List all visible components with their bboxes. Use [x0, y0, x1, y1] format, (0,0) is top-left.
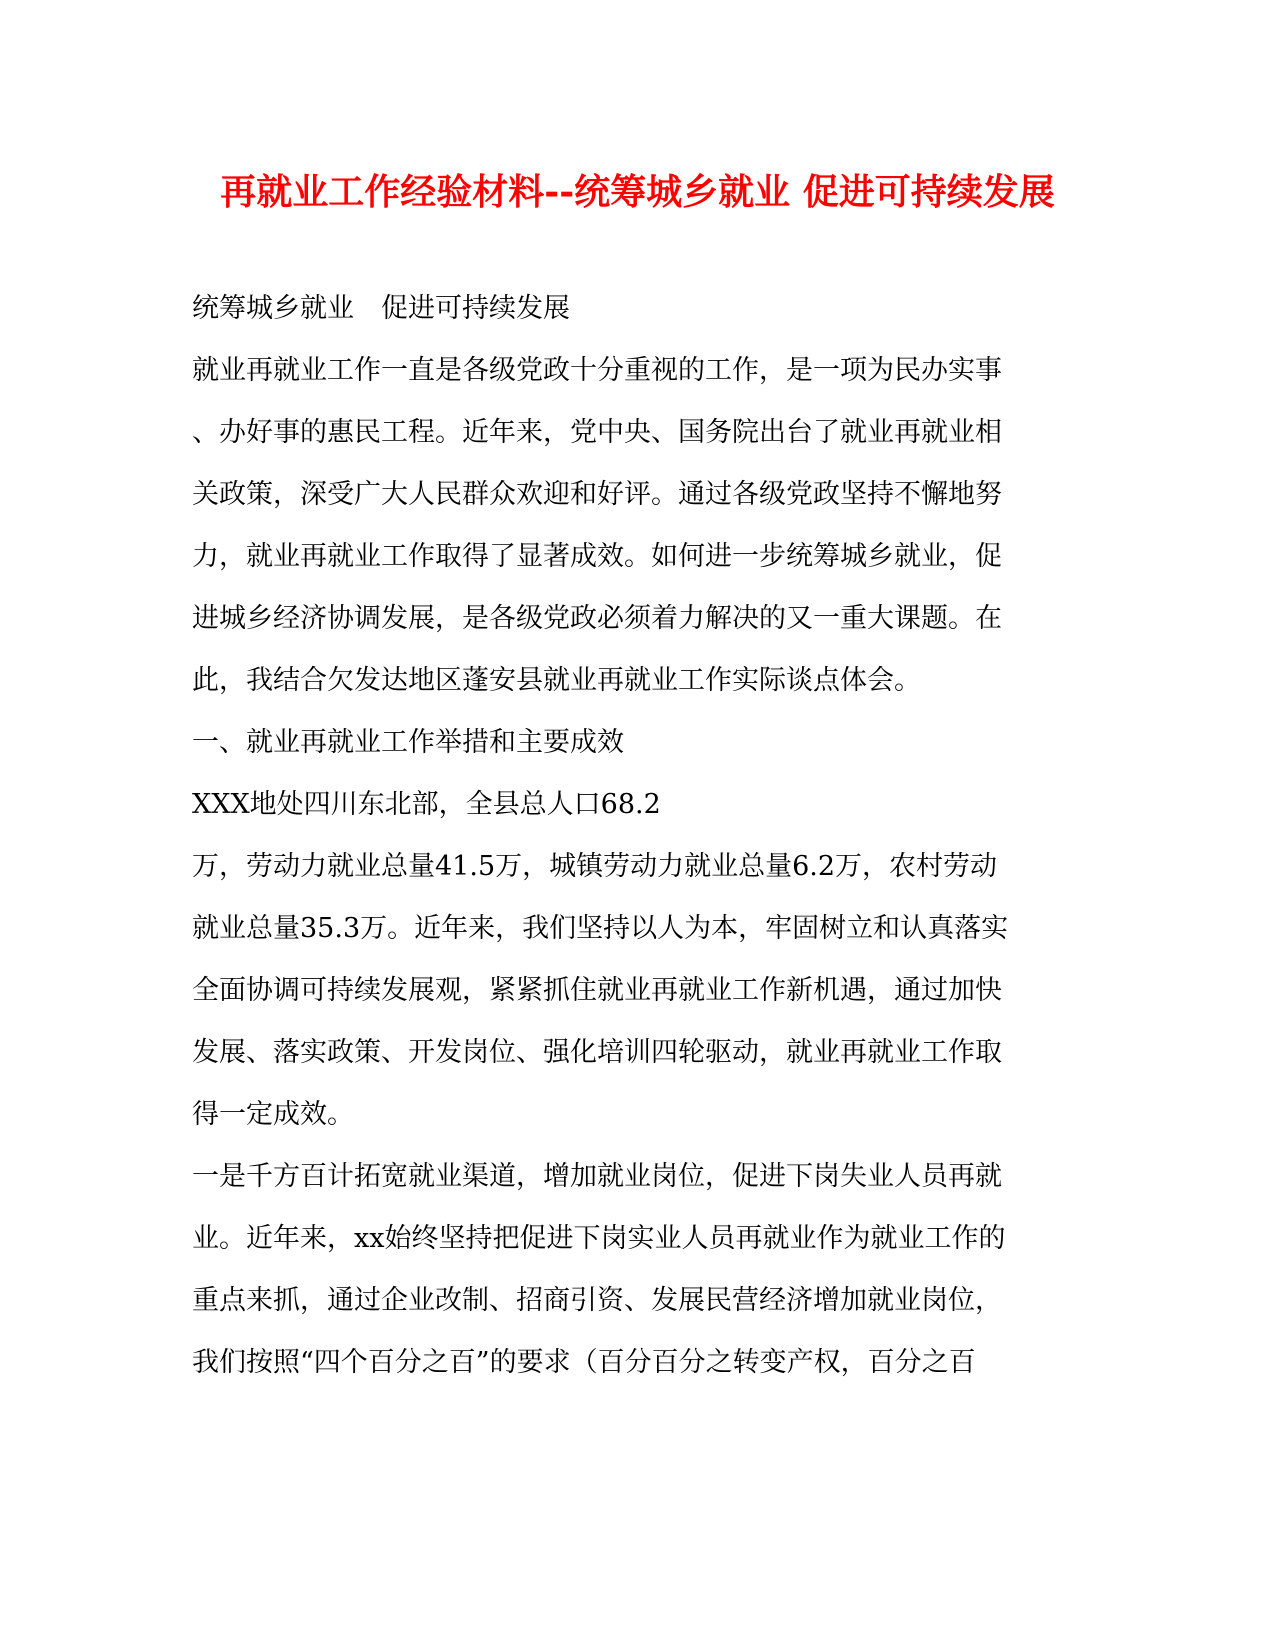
- body-line: 我们按照“四个百分之百”的要求（百分百分之转变产权，百分之百: [192, 1347, 976, 1378]
- body-line: 业。近年来，xx始终坚持把促进下岗实业人员再就业作为就业工作的: [192, 1223, 1006, 1254]
- body-line: 、办好事的惠民工程。近年来，党中央、国务院出台了就业再就业相: [192, 417, 1002, 448]
- body-line: 万，劳动力就业总量41.5万，城镇劳动力就业总量6.2万，农村劳动: [192, 851, 998, 882]
- body-line: 统筹城乡就业 促进可持续发展: [192, 293, 570, 324]
- body-line: 发展、落实政策、开发岗位、强化培训四轮驱动，就业再就业工作取: [192, 1037, 1002, 1068]
- body-line: 力，就业再就业工作取得了显著成效。如何进一步统筹城乡就业，促: [192, 541, 1002, 572]
- body-line: 得一定成效。: [192, 1099, 354, 1130]
- body-line: 就业总量35.3万。近年来，我们坚持以人为本，牢固树立和认真落实: [192, 913, 1009, 944]
- body-line: 此，我结合欠发达地区蓬安县就业再就业工作实际谈点体会。: [192, 665, 921, 696]
- section-heading: 一、就业再就业工作举措和主要成效: [192, 727, 624, 758]
- body-line: 全面协调可持续发展观，紧紧抓住就业再就业工作新机遇，通过加快: [192, 975, 1002, 1006]
- document-body: [192, 278, 1072, 1394]
- body-line: 就业再就业工作一直是各级党政十分重视的工作，是一项为民办实事: [192, 355, 1002, 386]
- document-title: 再就业工作经验材料--统筹城乡就业 促进可持续发展: [220, 171, 1055, 213]
- body-line: 一是千方百计拓宽就业渠道，增加就业岗位，促进下岗失业人员再就: [192, 1161, 1002, 1192]
- body-line: 关政策，深受广大人民群众欢迎和好评。通过各级党政坚持不懈地努: [192, 479, 1002, 510]
- body-line: XXX地处四川东北部，全县总人口68.2: [192, 789, 661, 820]
- body-line: 进城乡经济协调发展，是各级党政必须着力解决的又一重大课题。在: [192, 603, 1002, 634]
- body-line: 重点来抓，通过企业改制、招商引资、发展民营经济增加就业岗位，: [192, 1285, 1002, 1316]
